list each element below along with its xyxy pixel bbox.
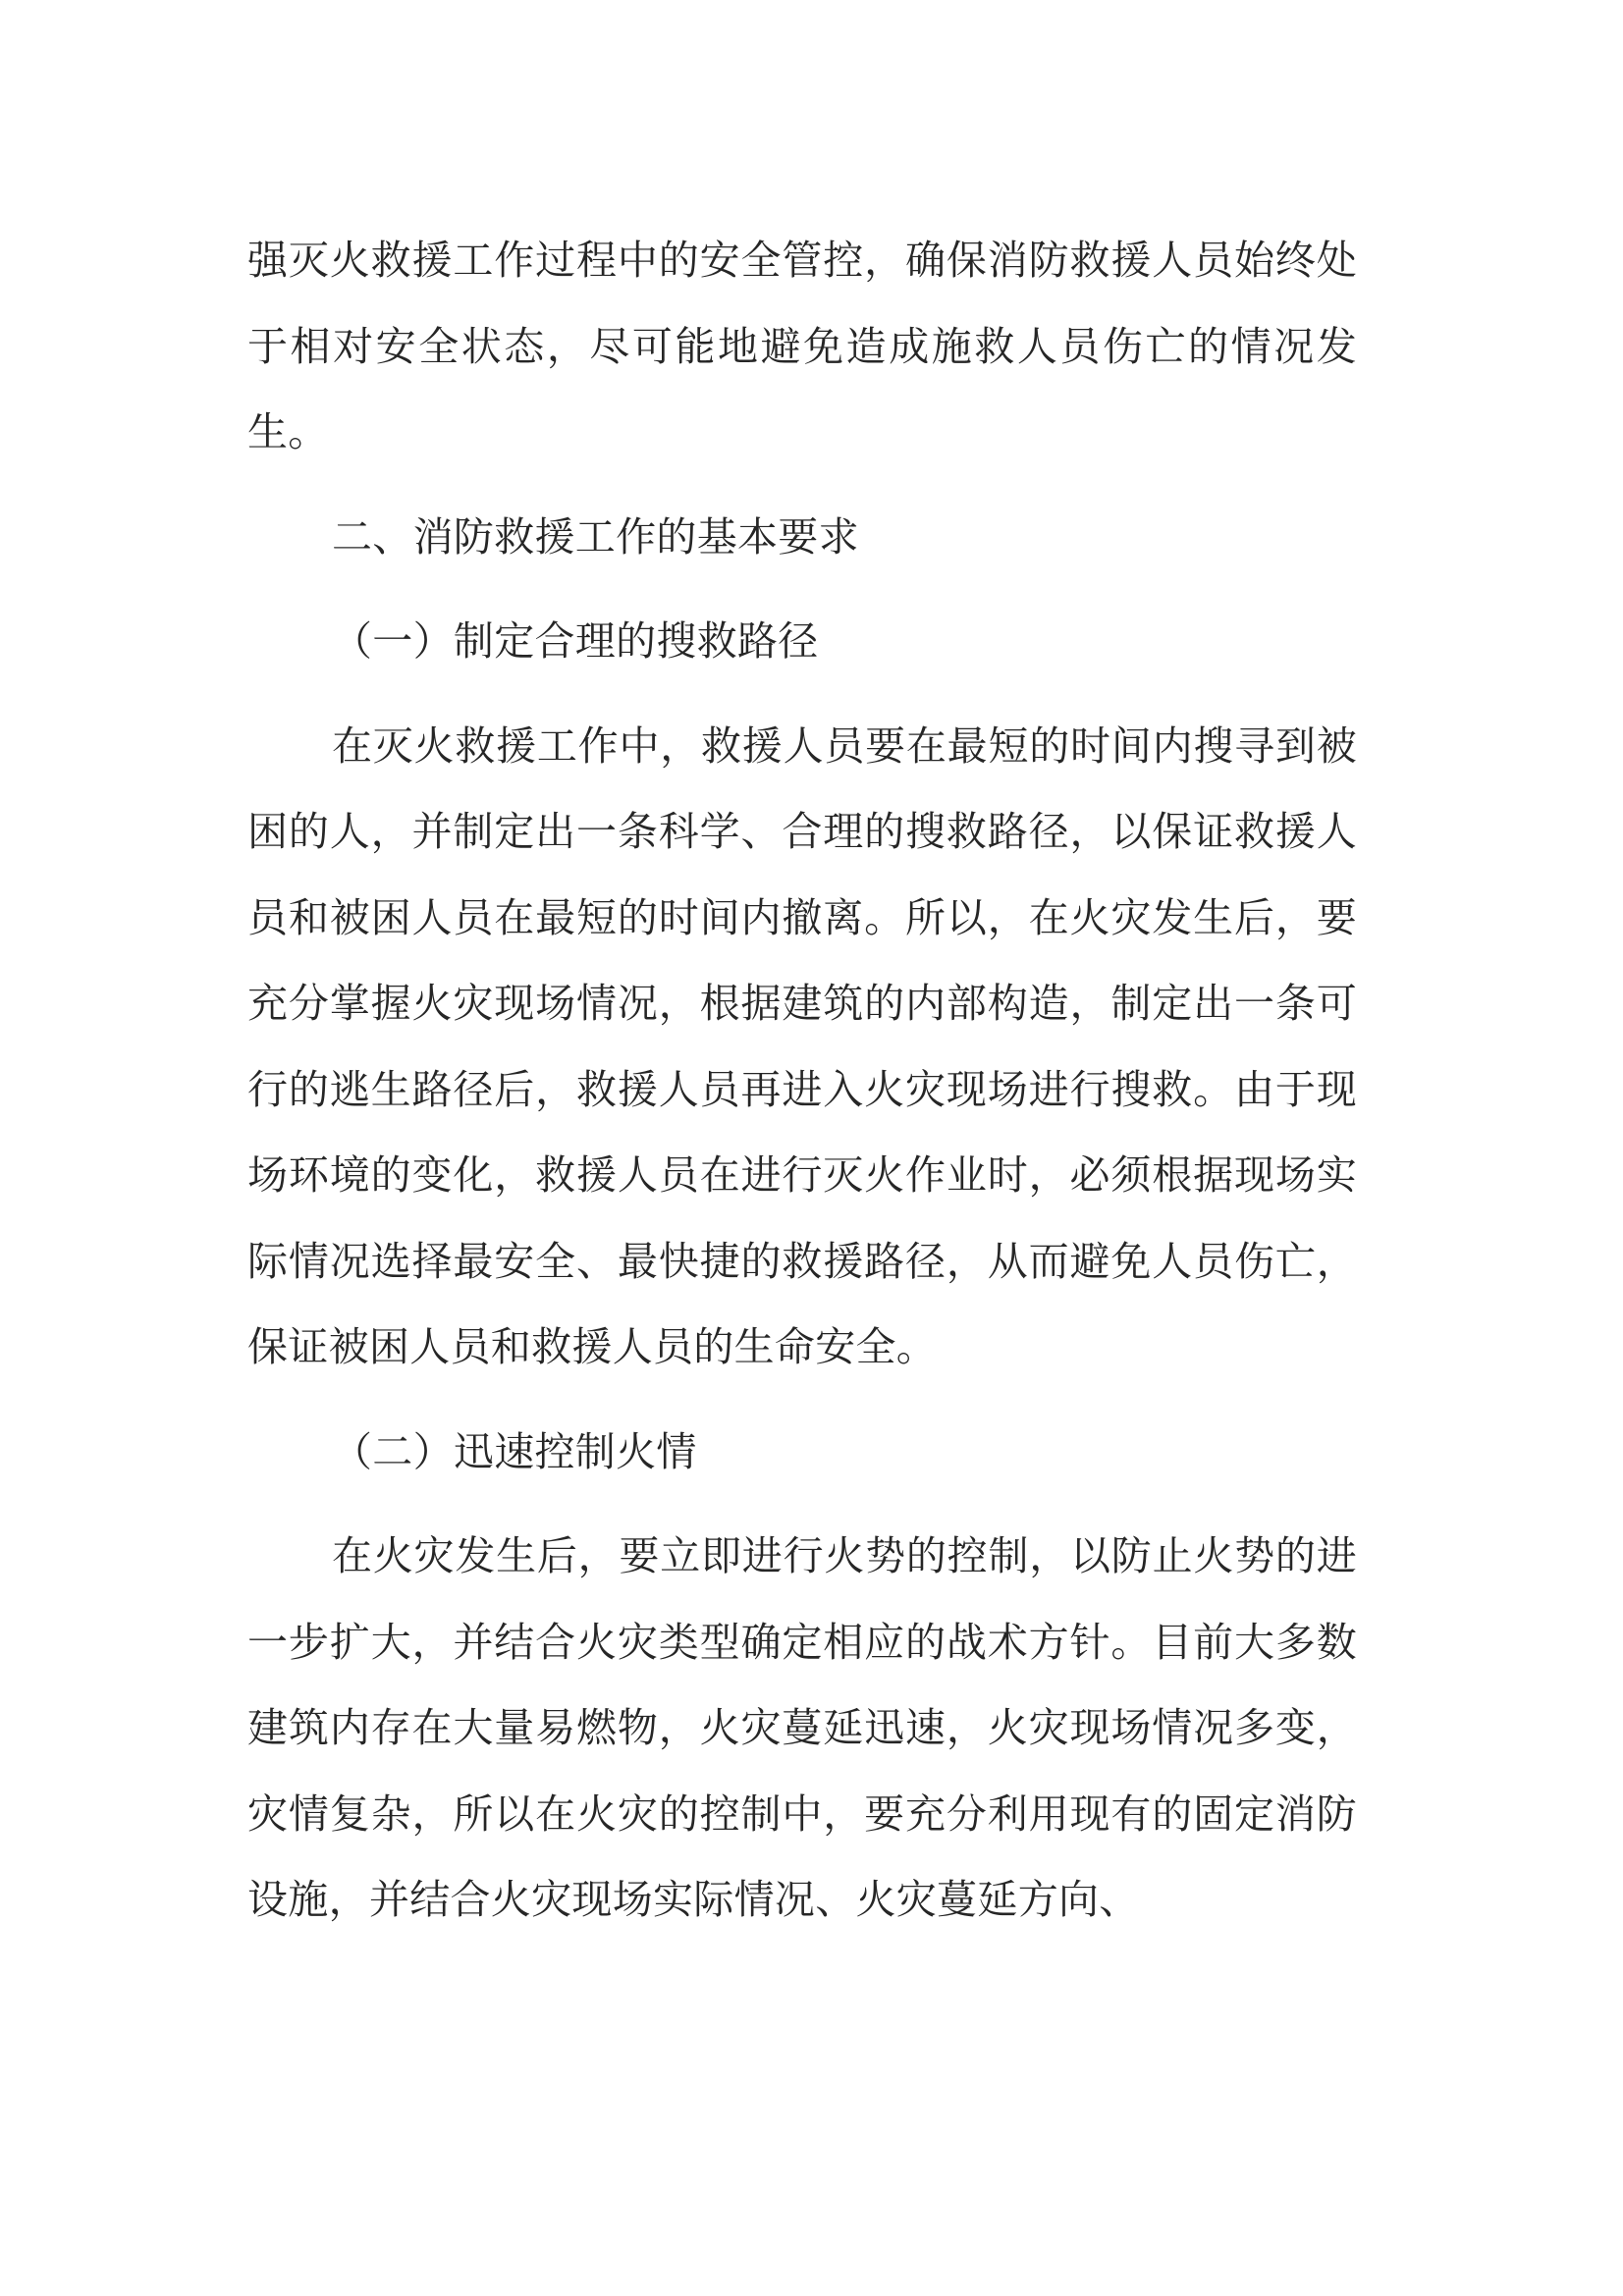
subsection-heading-2: （二）迅速控制火情: [332, 1427, 697, 1475]
subsection-body-1: 在灭火救援工作中，救援人员要在最短的时间内搜寻到被困的人，并制定出一条科学、合理的搜救路径，以保证救援人员和被困人员在最短的时间内撤离。所以，在火灾发生后，要充分掌握火灾现场情况，根据建筑的内部构造，制定出一条可行的逃生路径后，救援人员再进入火灾现场进行搜救。由于现场环境的变化，救援人员在进行灭火作业时，必须根据现场实际情况选择最安全、最快捷的救援路径，从而避免人员伤亡，保证被困人员和救援人员的生命安全。: [247, 721, 1357, 1370]
document-body: [247, 218, 1357, 1944]
section-heading: 二、消防救援工作的基本要求: [332, 512, 859, 561]
subsection-body-2: 在火灾发生后，要立即进行火势的控制，以防止火势的进一步扩大，并结合火灾类型确定相应的战术方针。目前大多数建筑内存在大量易燃物，火灾蔓延迅速，火灾现场情况多变，灾情复杂，所以在火灾的控制中，要充分利用现有的固定消防设施，并结合火灾现场实际情况、火灾蔓延方向、: [247, 1532, 1357, 1923]
subsection-heading-1: （一）制定合理的搜救路径: [332, 617, 819, 665]
paragraph-continuation: 强灭火救援工作过程中的安全管控，确保消防救援人员始终处于相对安全状态，尽可能地避免造成施救人员伤亡的情况发生。: [247, 237, 1357, 455]
